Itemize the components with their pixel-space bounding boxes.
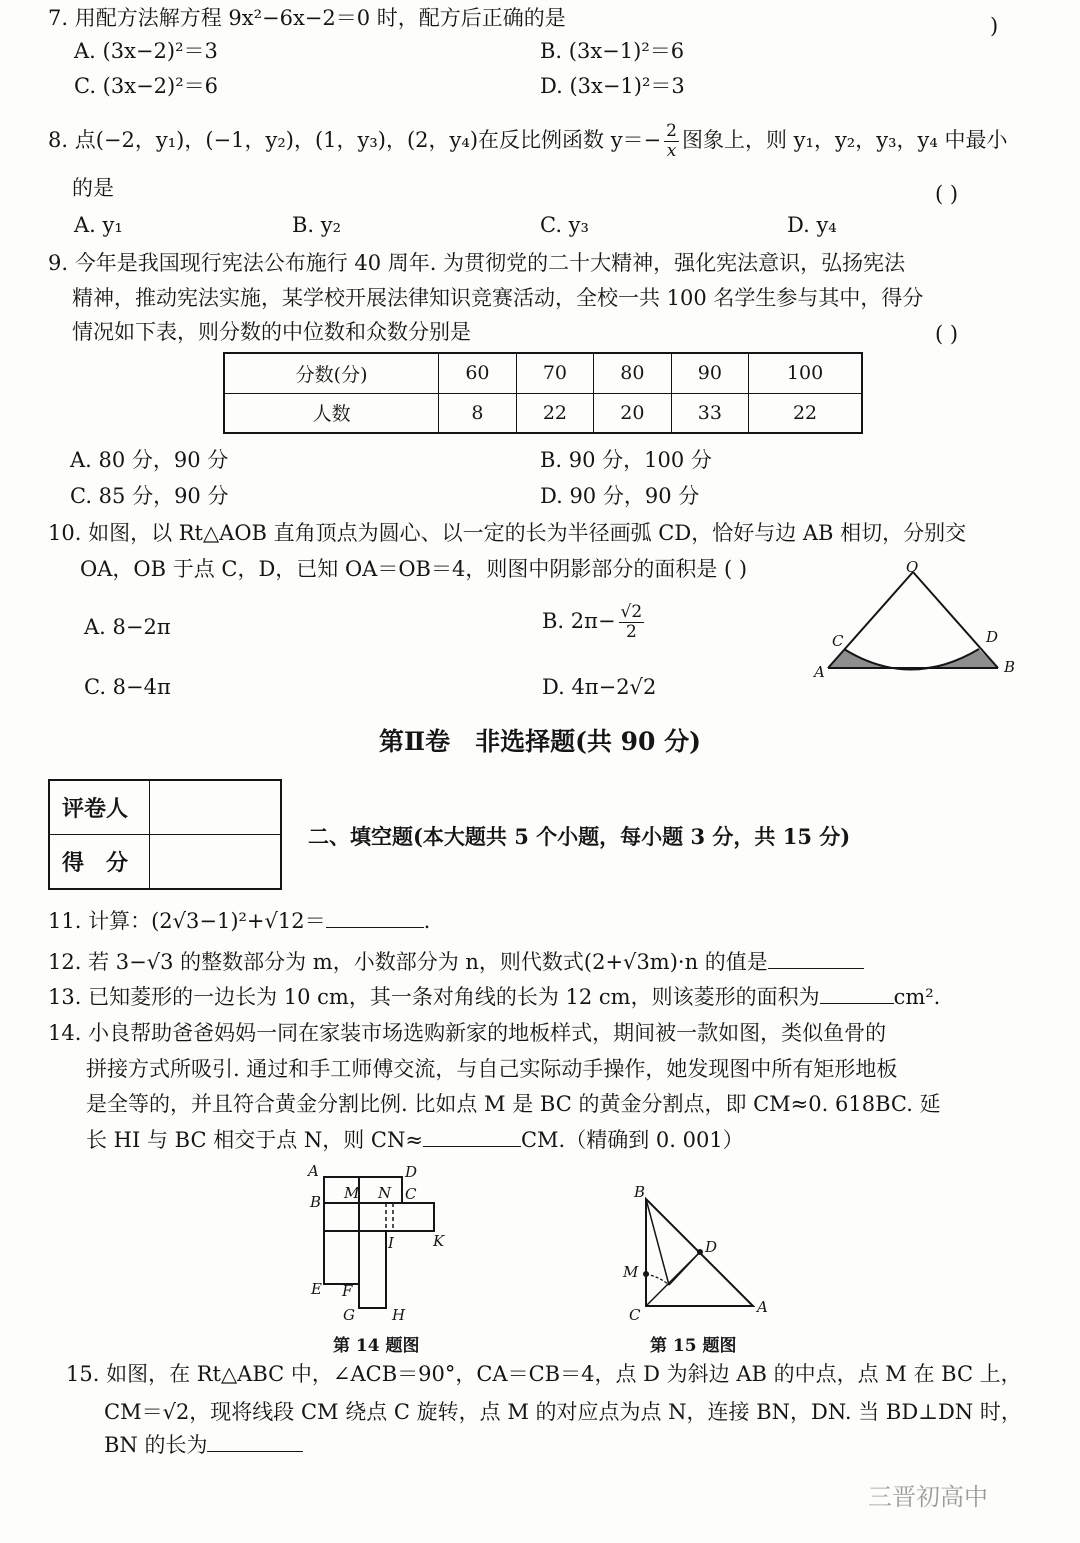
- q8-option-a: A. y₁: [74, 213, 123, 237]
- q7-option-c: C. (3x−2)²＝6: [74, 74, 218, 98]
- q10-shaded-region-left: [828, 649, 906, 668]
- q7-option-b: B. (3x−1)²＝6: [540, 39, 685, 63]
- q9-line2: 精神，推动宪法实施，某学校开展法律知识竞赛活动，全校一共 100 名学生参与其中，得分: [72, 286, 924, 310]
- q14-rect-horizontal: [324, 1203, 434, 1231]
- q15-answer-blank: [207, 1431, 303, 1452]
- q10-option-d: D. 4π−2√2: [542, 675, 657, 699]
- q14-label-i: I: [388, 1234, 394, 1252]
- table-row: [224, 353, 862, 393]
- q15-point-m: [643, 1271, 649, 1277]
- q11-answer-blank: [326, 907, 424, 928]
- table-row: [224, 393, 862, 433]
- table-cell: 60: [439, 353, 516, 393]
- q8-frac-num: 2: [666, 121, 677, 141]
- q7-answer-paren: ): [990, 14, 999, 38]
- q10-line2: OA，OB 于点 C，D，已知 OA＝OB＝4，则图中阴影部分的面积是 ( ): [80, 557, 748, 581]
- q14-answer-blank: [423, 1126, 521, 1147]
- q15-line3: [104, 1431, 303, 1459]
- q10-figure: [805, 556, 1030, 686]
- q15-figure: [620, 1180, 780, 1325]
- q14-line3: 是全等的，并且符合黄金分割比例. 比如点 M 是 BC 的黄金分割点，即 CM≈0. 618BC. 延: [86, 1092, 941, 1116]
- q10-option-b: [542, 603, 647, 642]
- q8-answer-paren: ( ): [935, 182, 959, 206]
- table-cell: 100: [749, 353, 862, 393]
- q14-label-d: D: [405, 1163, 418, 1181]
- table-cell: 70: [516, 353, 593, 393]
- q9-option-d: D. 90 分，90 分: [540, 484, 700, 508]
- q14-line4: [86, 1126, 744, 1154]
- q11-end: .: [423, 909, 431, 933]
- q8-stem-post: 图象上，则 y₁，y₂，y₃，y₄ 中最小: [681, 128, 1008, 152]
- q14-label-m: M: [344, 1184, 360, 1202]
- table-cell: 33: [671, 393, 748, 433]
- fill-in-section-title: 二、填空题(本大题共 5 个小题，每小题 3 分，共 15 分): [308, 824, 851, 849]
- grader-score-cell: [150, 835, 282, 890]
- q9-option-c: C. 85 分，90 分: [70, 484, 229, 508]
- q13-answer-blank: [820, 983, 894, 1004]
- table-cell: 8: [439, 393, 516, 433]
- q15-label-c: C: [629, 1306, 641, 1324]
- q8-option-c: C. y₃: [540, 213, 589, 237]
- q10-option-c: C. 8−4π: [84, 675, 171, 699]
- q11: [48, 907, 430, 935]
- q14-figure: [300, 1158, 460, 1328]
- q12: [48, 948, 864, 976]
- q7-option-d: D. (3x−1)²＝3: [540, 74, 685, 98]
- table-row: [49, 780, 281, 835]
- q7-stem: 7. 用配方法解方程 9x²−6x−2＝0 时，配方后正确的是: [48, 6, 566, 30]
- q8-stem: [48, 122, 1007, 161]
- table-cell: 22: [516, 393, 593, 433]
- table-cell: 20: [594, 393, 671, 433]
- table-cell: 22: [749, 393, 862, 433]
- table-cell: 人数: [224, 393, 439, 433]
- q14-line1: 14. 小良帮助爸爸妈妈一同在家装市场选购新家的地板样式，期间被一款如图，类似鱼骨的: [48, 1021, 887, 1045]
- q10-label-o: O: [906, 558, 919, 576]
- q15-rotation-arc: [646, 1274, 669, 1285]
- q10-option-b-fraction: [619, 603, 645, 642]
- grader-box: [48, 779, 282, 890]
- q8-stem-line2: 的是: [72, 176, 114, 200]
- q14-line2: 拼接方式所吸引. 通过和手工师傅交流，与自己实际动手操作，她发现图中所有矩形地板: [86, 1057, 898, 1081]
- grader-score-label: 得 分: [49, 835, 150, 890]
- q10-option-a: A. 8−2π: [84, 615, 171, 639]
- q10-label-b: B: [1004, 658, 1016, 676]
- q13-unit: cm².: [893, 985, 941, 1009]
- q14-label-k: K: [433, 1232, 445, 1250]
- q15-label-a: A: [757, 1298, 768, 1316]
- q10-label-d: D: [986, 628, 999, 646]
- q15-caption: 第 15 题图: [650, 1336, 737, 1356]
- q8-fraction: [664, 122, 679, 161]
- q10-label-a: A: [814, 663, 825, 681]
- q15-line3-text: BN 的长为: [104, 1433, 208, 1457]
- q10-b-frac-num: √2: [620, 602, 643, 622]
- q10-b-frac-den: 2: [625, 622, 637, 642]
- q14-label-n: N: [378, 1184, 392, 1202]
- q15-segment-dn: [669, 1252, 700, 1285]
- q15-line1: 15. 如图，在 Rt△ABC 中，∠ACB＝90°，CA＝CB＝4，点 D 为斜边 AB 的中点，点 M 在 BC 上，: [66, 1362, 1022, 1386]
- table-cell: 分数(分): [224, 353, 439, 393]
- q14-label-b: B: [310, 1193, 322, 1211]
- q13: [48, 983, 940, 1011]
- q9-option-a: A. 80 分，90 分: [70, 448, 229, 472]
- q8-option-b: B. y₂: [292, 213, 342, 237]
- q9-option-b: B. 90 分，100 分: [540, 448, 712, 472]
- q12-answer-blank: [768, 948, 864, 969]
- table-cell: 90: [671, 353, 748, 393]
- q14-label-h: H: [392, 1306, 406, 1324]
- table-row: [49, 835, 281, 890]
- section-2-title: 第Ⅱ卷 非选择题(共 90 分): [379, 727, 701, 756]
- q13-text: 13. 已知菱形的一边长为 10 cm，其一条对角线的长为 12 cm，则该菱形的面积为: [48, 985, 820, 1009]
- q14-line4-pre: 长 HI 与 BC 相交于点 N，则 CN≈: [86, 1128, 423, 1152]
- q15-point-d: [697, 1249, 703, 1255]
- q11-text: 11. 计算：(2√3−1)²+√12＝: [48, 909, 326, 933]
- grader-reviewer-cell: [150, 780, 282, 835]
- q15-line2: CM＝√2，现将线段 CM 绕点 C 旋转，点 M 的对应点为点 N，连接 BN，DN. 当 BD⊥DN 时，: [104, 1400, 1022, 1424]
- q14-label-a: A: [308, 1162, 319, 1180]
- q10-option-b-pre: B. 2π−: [542, 609, 616, 633]
- q8-stem-pre: 8. 点(−2，y₁)，(−1，y₂)，(1，y₃)，(2，y₄)在反比例函数 y＝−: [48, 128, 662, 152]
- q15-label-d: D: [705, 1238, 718, 1256]
- q10-line1: 10. 如图，以 Rt△AOB 直角顶点为圆心、以一定的长为半径画弧 CD，恰好与边 AB 相切，分别交: [48, 521, 967, 545]
- table-cell: 80: [594, 353, 671, 393]
- q14-label-g: G: [343, 1306, 355, 1324]
- grader-reviewer-label: 评卷人: [49, 780, 150, 835]
- q14-label-c: C: [405, 1185, 417, 1203]
- q14-rect-vertical-mid: [359, 1231, 386, 1308]
- q8-frac-den: x: [666, 141, 677, 161]
- q10-side-oa: [828, 572, 913, 668]
- watermark-text: 三晋初高中: [868, 1483, 988, 1511]
- q9-line1: 9. 今年是我国现行宪法公布施行 40 周年. 为贯彻党的二十大精神，强化宪法意识，弘扬宪法: [48, 251, 906, 275]
- q14-label-e: E: [311, 1280, 322, 1298]
- q8-option-d: D. y₄: [787, 213, 837, 237]
- q9-score-table: [223, 352, 863, 434]
- q15-label-b: B: [634, 1183, 646, 1201]
- q9-answer-paren: ( ): [935, 322, 959, 346]
- q10-side-ob: [913, 572, 998, 668]
- q12-text: 12. 若 3−√3 的整数部分为 m，小数部分为 n，则代数式(2+√3m)·n 的值是: [48, 950, 768, 974]
- q10-label-c: C: [832, 632, 844, 650]
- q7-option-a: A. (3x−2)²＝3: [74, 39, 218, 63]
- q14-label-f: F: [342, 1282, 353, 1300]
- q14-caption: 第 14 题图: [333, 1336, 420, 1356]
- q9-line3: 情况如下表，则分数的中位数和众数分别是: [72, 320, 471, 344]
- q14-line4-post: CM.（精确到 0. 001）: [520, 1128, 744, 1152]
- q15-label-m: M: [623, 1263, 639, 1281]
